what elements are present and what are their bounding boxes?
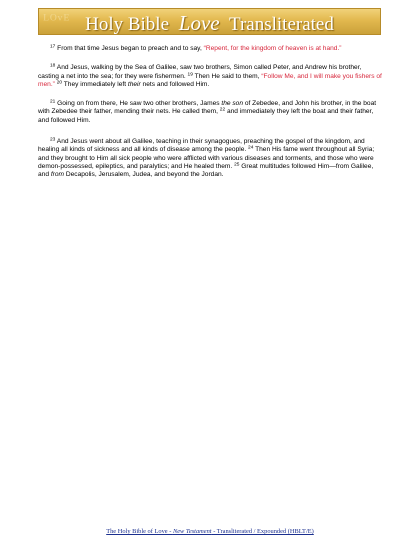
verse-text: Decapolis, Jerusalem, Judea, and beyond the Jordan. xyxy=(64,171,224,179)
verse-number: 23 xyxy=(50,137,56,143)
verse-number: 25 xyxy=(234,162,240,168)
footer-title: The Holy Bible of Love - xyxy=(106,528,173,535)
verse-text: Then He said to them, xyxy=(192,72,262,80)
verse-number: 22 xyxy=(219,107,226,113)
words-of-jesus: “Repent, for the kingdom of heaven is at hand.” xyxy=(203,45,342,52)
italic-text: their xyxy=(127,80,141,88)
verse-text: of Zebedee, and John his brother, in the boat with Zebedee their father, mending their nets. He called them, xyxy=(38,100,377,116)
paragraph xyxy=(38,100,383,125)
footer-new-testament: New Testament xyxy=(172,528,212,535)
footer-link[interactable] xyxy=(0,528,420,535)
verse-text: Going on from there, He saw two other brothers, James xyxy=(55,100,222,108)
footer-subtitle: - Transliterated / Expounded (HBLT/E) xyxy=(211,528,314,535)
verse-number: 18 xyxy=(50,63,56,69)
header-banner xyxy=(38,8,381,35)
verse-number: 17 xyxy=(50,44,56,50)
banner-watermark: ᴸᴼᵛᴱ xyxy=(43,12,71,29)
verse-number: 24 xyxy=(248,145,254,151)
italic-text: the son xyxy=(221,100,244,108)
verse-text: They immediately left xyxy=(62,80,128,88)
banner-title xyxy=(39,11,380,35)
paragraph xyxy=(38,64,383,89)
verse-text: Then His fame went throughout all Syria; and they brought to Him all sick people who were afflicted with various diseases and torments, and those who were demon-possessed, epileptics, and paralytics; and He healed them. xyxy=(38,146,375,170)
verse-number: 21 xyxy=(50,99,56,105)
verse-text: And Jesus went about all Galilee, teaching in their synagogues, preaching the gospel of the kingdom, and healing all kinds of sickness and all kinds of disease among the people. xyxy=(38,138,365,154)
verse-number: 20 xyxy=(56,80,63,86)
verse-number: 19 xyxy=(187,72,193,78)
title-transliterated: Transliterated xyxy=(229,14,334,35)
title-love: Love xyxy=(178,11,220,35)
paragraph xyxy=(38,138,383,179)
scripture-text xyxy=(38,45,383,191)
verse-text: and immediately they left the boat and their father, and followed Him. xyxy=(38,108,374,124)
words-of-jesus: “Follow Me, and I will make you fishers of men.” xyxy=(38,72,382,88)
title-holy-bible: Holy Bible xyxy=(85,14,170,35)
verse-text: Great multitudes followed Him—from Galilee, and xyxy=(38,162,374,179)
paragraph xyxy=(38,45,383,53)
verse-text: And Jesus, walking by the Sea of Galilee, saw two brothers, Simon called Peter, and Andrew his brother, casting a net into the sea; for they were fishermen. xyxy=(38,64,362,80)
verse-text: From that time Jesus began to preach and to say, xyxy=(55,45,204,52)
verse-text: nets and followed Him. xyxy=(140,80,210,88)
italic-text: from xyxy=(50,171,65,179)
